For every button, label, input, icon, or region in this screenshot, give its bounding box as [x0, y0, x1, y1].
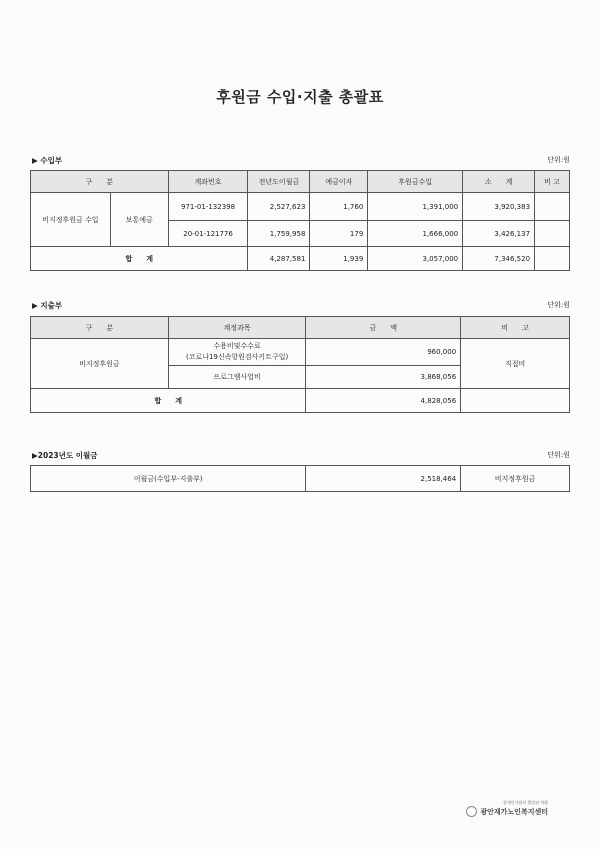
- expense-total-label: 합 계: [31, 389, 306, 413]
- income-subcategory: 보통예금: [110, 193, 168, 247]
- expense-category: 비지정후원금: [31, 339, 169, 389]
- note-value: [535, 221, 570, 247]
- table-row: [31, 193, 570, 221]
- account-item-line2: (코로나19신속항원검사키트구입): [185, 353, 289, 361]
- header-carryover: 전년도이월금: [248, 171, 310, 193]
- amount-value: 960,000: [306, 339, 461, 366]
- account-number: 971-01-132398: [168, 193, 248, 221]
- page-title: 후원금 수입·지출 총괄표: [216, 88, 384, 106]
- account-item: 프로그램사업비: [168, 366, 306, 389]
- income-category: 비지정후원금 수입: [31, 193, 111, 247]
- header-account: 계좌번호: [168, 171, 248, 193]
- donation-value: 1,666,000: [368, 221, 463, 247]
- header-note: 비 고: [461, 317, 570, 339]
- header-account-item: 계정과목: [168, 317, 306, 339]
- carryover-unit: 단위:원: [547, 451, 570, 459]
- note-value: [535, 193, 570, 221]
- amount-value: 3,868,056: [306, 366, 461, 389]
- income-unit: 단위:원: [547, 156, 570, 164]
- interest-value: 179: [310, 221, 368, 247]
- carryover-value: 2,527,623: [248, 193, 310, 221]
- header-interest: 예금이자: [310, 171, 368, 193]
- subtotal-value: 3,426,137: [463, 221, 535, 247]
- header-subtotal: 소 계: [463, 171, 535, 193]
- table-row: [31, 466, 570, 492]
- account-item: [168, 339, 306, 366]
- expense-unit: 단위:원: [547, 301, 570, 309]
- carryover-value: 1,759,958: [248, 221, 310, 247]
- income-table: [30, 170, 570, 271]
- income-total-row: [31, 247, 570, 271]
- header-note: 비 고: [535, 171, 570, 193]
- org-logo-icon: [466, 806, 477, 817]
- expense-note: 직접비: [461, 339, 570, 389]
- header-category: 구 분: [31, 317, 169, 339]
- header-donation: 후원금수입: [368, 171, 463, 193]
- total-carryover: 4,287,581: [248, 247, 310, 271]
- footer-org: [466, 806, 548, 817]
- footer-org-name: 광안재가노인복지센터: [480, 807, 548, 816]
- account-number: 20-01-121776: [168, 221, 248, 247]
- carryover-item: 이월금(수입부-지출부): [31, 466, 306, 492]
- carryover-table: [30, 465, 570, 492]
- header-category: 구 분: [31, 171, 169, 193]
- interest-value: 1,760: [310, 193, 368, 221]
- donation-value: 1,391,000: [368, 193, 463, 221]
- expense-table: [30, 316, 570, 413]
- subtotal-value: 3,920,383: [463, 193, 535, 221]
- income-header-row: [31, 171, 570, 193]
- total-subtotal: 7,346,520: [463, 247, 535, 271]
- footer-slogan: 장애인자립의 출발점 역량: [502, 800, 548, 805]
- table-row: [31, 339, 570, 366]
- carryover-section-label: ▶2023년도 이월금: [32, 451, 98, 460]
- income-total-label: 합 계: [31, 247, 248, 271]
- footer: [466, 800, 548, 817]
- expense-total-row: [31, 389, 570, 413]
- total-interest: 1,939: [310, 247, 368, 271]
- total-donation: 3,057,000: [368, 247, 463, 271]
- expense-section-label: ▶ 지출부: [32, 301, 63, 310]
- expense-header-row: [31, 317, 570, 339]
- total-amount: 4,828,056: [306, 389, 461, 413]
- carryover-amount: 2,518,464: [306, 466, 461, 492]
- income-section-label: ▶ 수입부: [32, 156, 63, 165]
- account-item-line1: 수용비및수수료: [213, 342, 261, 350]
- header-amount: 금 액: [306, 317, 461, 339]
- carryover-note: 비지정후원금: [461, 466, 570, 492]
